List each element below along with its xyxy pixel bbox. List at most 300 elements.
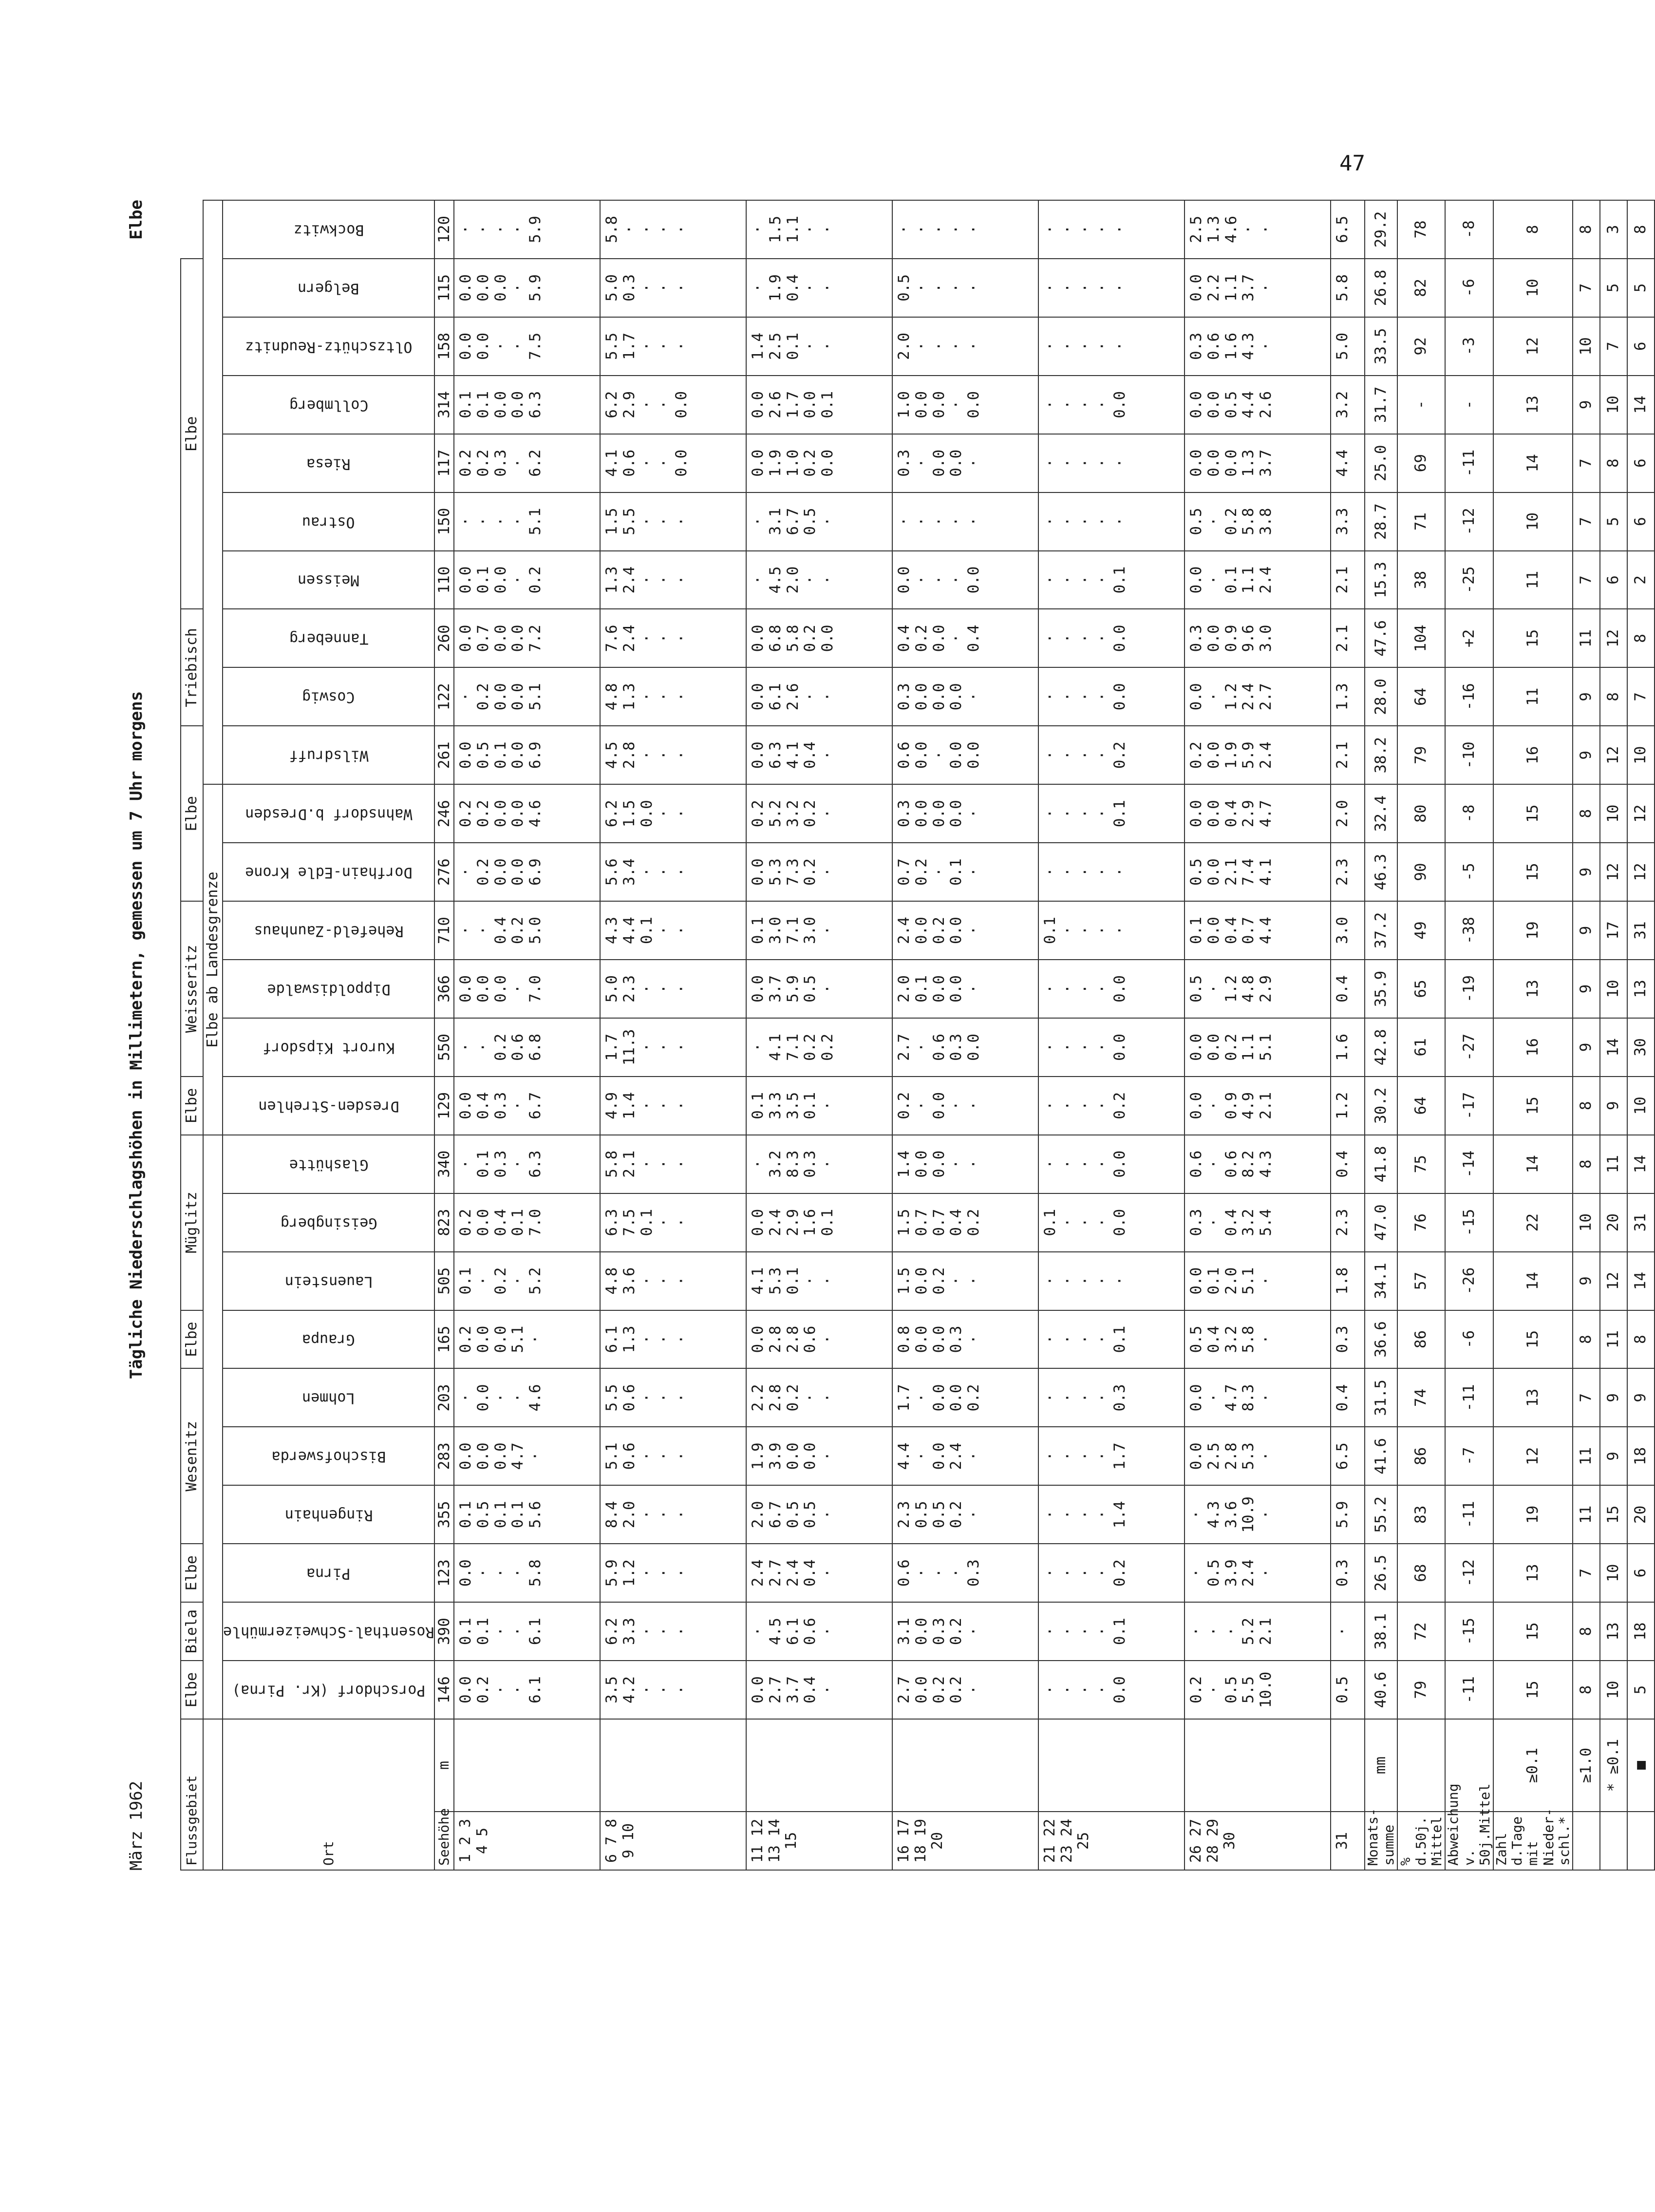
summary-value: 12 [1627,784,1655,843]
precip-values: 5.0 2.3 · · · [600,960,746,1018]
precip-values: 0.1 · 0.2 · 5.2 [454,1252,600,1310]
precip-values: 5.8 [1331,259,1365,317]
station-elevation: 260 [434,609,454,667]
station-name: Ostrau [223,492,434,551]
precip-values: · 0.5 3.9 2.4 · [1185,1544,1331,1602]
station-elevation: 283 [434,1427,454,1485]
precip-values: · 4.3 3.6 10.9 · [1185,1485,1331,1544]
summary-value: 49 [1397,901,1446,960]
precip-values: 4.4 [1331,434,1365,492]
row-label: Monats-summe [1365,1812,1397,1870]
rotated-table-sheet [117,200,1650,1871]
summary-value: 7 [1573,434,1600,492]
summary-value: 11 [1493,667,1573,726]
river-label: Elbe [127,200,146,240]
blank-cell [1038,1719,1185,1812]
precip-values: 0.0 · · · 5.8 [454,1544,600,1602]
precip-values: · · · 5.2 2.1 [1185,1602,1331,1661]
station-name: Collmberg [223,376,434,434]
summary-value: 32.4 [1365,784,1397,843]
summary-value: 65 [1397,960,1446,1018]
precip-values: 0.1 0.0 0.4 0.7 4.4 [1185,901,1331,960]
precip-values: · 3.1 6.7 0.5 · [746,492,892,551]
precip-values: · · · · · [1038,317,1185,376]
summary-value: 14 [1493,434,1573,492]
summary-value: 19 [1493,901,1573,960]
ort-row [223,200,434,1870]
row-label [1627,1812,1655,1870]
summary-value: 30 [1627,1018,1655,1077]
precip-values: 0.2 0.0 0.4 0.1 7.0 [454,1193,600,1252]
precip-values: · · · · · [892,492,1038,551]
row-sublabel: * ≥0.1 [1600,1719,1627,1812]
precip-values: 2.2 2.8 0.2 · · [746,1368,892,1427]
summary-value: 14 [1493,1252,1573,1310]
station-elevation: 120 [434,200,454,259]
precip-values: 0.2 · 0.0 · · [892,1077,1038,1135]
precip-values: 3.0 [1331,901,1365,960]
precip-values: 3.1 0.0 0.3 0.2 · [892,1602,1038,1661]
summary-value: 14 [1627,1252,1655,1310]
precip-values: · 4.1 7.1 0.2 0.2 [746,1018,892,1077]
summary-value: 11 [1573,1427,1600,1485]
station-name: Ringenhain [223,1485,434,1544]
summary-value: 10 [1600,376,1627,434]
precip-values: · · · · 1.7 [1038,1427,1185,1485]
station-name: Belgern [223,259,434,317]
precip-values: 3.5 4.2 · · · [600,1661,746,1719]
summary-value: 29.2 [1365,200,1397,259]
day-numbers: 31 [1331,1812,1365,1870]
precip-values: 0.2 0.2 0.0 0.0 4.6 [454,784,600,843]
precip-values: · · · · 5.9 [454,200,600,259]
station-elevation: 261 [434,726,454,784]
summary-value: -5 [1445,843,1493,901]
precip-values: 0.0 · 4.7 8.3 · [1185,1368,1331,1427]
station-elevation: 276 [434,843,454,901]
group-cell: Biela [181,1602,203,1661]
day-numbers: 6 7 8 9 10 [600,1812,746,1870]
summary-value: 8 [1573,784,1600,843]
precip-values: 0.1 3.3 3.5 0.1 · [746,1077,892,1135]
precip-values: 3.2 [1331,376,1365,434]
summary-value: 8 [1573,1135,1600,1193]
zahl-ge01 [1493,200,1573,1870]
precip-values: 2.0 6.7 0.5 0.5 · [746,1485,892,1544]
precip-values: 0.0 5.3 7.3 0.2 · [746,843,892,901]
summary-value: 12 [1600,843,1627,901]
station-elevation: 203 [434,1368,454,1427]
precip-values: 4.3 4.4 0.1 · · [600,901,746,960]
precip-values: · · · · 0.2 [1038,726,1185,784]
summary-value: 18 [1627,1427,1655,1485]
summary-value: 8 [1573,1661,1600,1719]
summary-value: 36.6 [1365,1310,1397,1369]
row-label [1600,1812,1627,1870]
summary-value: 79 [1397,1661,1446,1719]
station-elevation: 246 [434,784,454,843]
row-sublabel: ≥0.1 [1493,1719,1573,1812]
precip-values: 4.8 1.3 · · · [600,667,746,726]
summary-value: 26.5 [1365,1544,1397,1602]
station-name: Dresden-Strehlen [223,1077,434,1135]
summary-value: -8 [1445,784,1493,843]
precip-values: · 0.1 0.3 · 6.3 [454,1135,600,1193]
station-name: Tanneberg [223,609,434,667]
group-cell: Triebisch [181,609,203,726]
precip-values: 0.6 · 0.6 8.2 4.3 [1185,1135,1331,1193]
station-name: Lohmen [223,1368,434,1427]
precip-values: · · · · 0.3 [1038,1368,1185,1427]
summary-value: 16 [1493,1018,1573,1077]
summary-value: 92 [1397,317,1446,376]
station-elevation: 117 [434,434,454,492]
summary-value: 78 [1397,200,1446,259]
summary-value: 31 [1627,1193,1655,1252]
blank-cell [454,1719,600,1812]
precip-values: 0.0 · 0.1 1.1 2.4 [1185,551,1331,609]
precip-values: 4.8 3.6 · · · [600,1252,746,1310]
summary-value: 20 [1627,1485,1655,1544]
blank-cell [203,200,223,784]
station-name: Wilsdruff [223,726,434,784]
precip-values: 1.3 [1331,667,1365,726]
summary-value: 22 [1493,1193,1573,1252]
station-name: Wahnsdorf b.Dresden [223,784,434,843]
precip-values: 0.2 · 0.5 5.5 10.0 [1185,1661,1331,1719]
station-name: Bischofswerda [223,1427,434,1485]
precip-values: 6.2 1.5 0.0 · · [600,784,746,843]
precip-values: 0.6 · · · 0.3 [892,1544,1038,1602]
group-cell: Elbe [181,1544,203,1602]
summary-value: 15 [1493,1077,1573,1135]
summary-value: 6 [1627,317,1655,376]
summary-value: -11 [1445,1661,1493,1719]
row-label: Abweichung v. 50j.Mittel [1445,1812,1493,1870]
station-elevation: 340 [434,1135,454,1193]
precip-values: 0.3 0.0 0.9 9.6 3.0 [1185,609,1331,667]
summary-value: 38.1 [1365,1602,1397,1661]
summary-value: 14 [1493,1135,1573,1193]
summary-value: -3 [1445,317,1493,376]
summary-value: 18 [1627,1602,1655,1661]
summary-value: 11 [1600,1310,1627,1369]
station-name: Pirna [223,1544,434,1602]
day-numbers: 21 22 23 24 25 [1038,1812,1185,1870]
summary-value: 15 [1493,784,1573,843]
precip-values: 1.5 5.5 · · · [600,492,746,551]
summary-value: 37.2 [1365,901,1397,960]
summary-value: 5 [1627,1661,1655,1719]
summary-value: 14 [1600,1018,1627,1077]
summary-value: 11 [1573,609,1600,667]
precip-values: 0.3 · 0.4 3.2 5.4 [1185,1193,1331,1252]
summary-value: 72 [1397,1602,1446,1661]
summary-value: 6 [1627,492,1655,551]
precip-values: · 3.2 8.3 0.3 · [746,1135,892,1193]
precip-values: 2.7 0.0 0.2 0.2 · [892,1661,1038,1719]
summary-value: 15 [1493,1661,1573,1719]
zahl-ge10 [1573,200,1600,1870]
precip-values: 0.0 1.9 1.0 0.2 0.0 [746,434,892,492]
summary-value: 30.2 [1365,1077,1397,1135]
seehoehe-label: Seehöhe [434,1812,454,1870]
precipitation-table [180,200,1655,1871]
precip-values: · · · · 0.0 [1038,960,1185,1018]
summary-value: 7 [1573,492,1600,551]
precip-values: 0.0 0.4 0.3 · 6.7 [454,1077,600,1135]
precip-values: 1.9 3.9 0.0 0.0 · [746,1427,892,1485]
precip-values: 2.7 · 0.6 0.3 0.0 [892,1018,1038,1077]
precip-values: 0.2 0.2 0.3 · 6.2 [454,434,600,492]
summary-value: 10 [1627,726,1655,784]
precip-values: 0.1 0.1 0.0 0.0 6.3 [454,376,600,434]
precip-values: 6.2 2.9 · · 0.0 [600,376,746,434]
precip-values: · · · · · [1038,259,1185,317]
summary-value: 15.3 [1365,551,1397,609]
precip-values: 1.8 [1331,1252,1365,1310]
precip-values: 1.5 0.0 0.2 · · [892,1252,1038,1310]
summary-value: 3 [1600,200,1627,259]
summary-value: 5 [1627,259,1655,317]
flussgebiet-row [181,200,203,1870]
summary-value: 11 [1573,1485,1600,1544]
precip-values: 0.3 0.0 0.0 0.0 · [892,667,1038,726]
summary-value: -11 [1445,434,1493,492]
group-cell: Wesenitz [181,1368,203,1544]
precip-values: 5.6 3.4 · · · [600,843,746,901]
precip-values: 1.4 0.0 0.0 · · [892,1135,1038,1193]
day-block-row [1331,200,1365,1870]
precip-values: · · · · 0.0 [1038,376,1185,434]
precip-values: 1.7 11.3 · · · [600,1018,746,1077]
blank-cell [1331,1719,1365,1812]
summary-value: 13 [1493,960,1573,1018]
summary-value: 71 [1397,492,1446,551]
station-name: Lauenstein [223,1252,434,1310]
summary-value: 12 [1600,726,1627,784]
day-numbers: 11 12 13 14 15 [746,1812,892,1870]
day-block-row [1038,200,1185,1870]
summary-value: -12 [1445,492,1493,551]
summary-value: 79 [1397,726,1446,784]
precip-values: 0.0 0.0 · · 7.5 [454,317,600,376]
summary-value: 10 [1493,492,1573,551]
summary-value: 28.0 [1365,667,1397,726]
precip-values: · · · · 0.0 [1038,667,1185,726]
summary-value: 7 [1573,1544,1600,1602]
summary-value: 7 [1573,1368,1600,1427]
summary-value: 10 [1600,1544,1627,1602]
summary-value: 13 [1493,1544,1573,1602]
summary-value: 15 [1600,1485,1627,1544]
summary-value: -25 [1445,551,1493,609]
summary-value: 38 [1397,551,1446,609]
group-cell: Müglitz [181,1135,203,1310]
group-cell: Elbe [181,1310,203,1369]
summary-value: 10 [1600,960,1627,1018]
precip-values: · · · · · [1038,843,1185,901]
precip-values: 0.2 0.0 0.0 5.1 · [454,1310,600,1369]
row-label: % d.50j. Mittel [1397,1812,1446,1870]
station-elevation: 150 [434,492,454,551]
precip-values: 5.9 1.2 · · · [600,1544,746,1602]
precip-values: 0.0 0.1 2.0 5.1 · [1185,1252,1331,1310]
summary-value: 47.0 [1365,1193,1397,1252]
summary-value: 9 [1573,1252,1600,1310]
day-numbers: 16 17 18 19 20 [892,1812,1038,1870]
row-sublabel: ■ [1627,1719,1655,1812]
summary-value: 9 [1573,901,1600,960]
summary-value: 33.5 [1365,317,1397,376]
precip-values: 0.4 [1331,1135,1365,1193]
summary-value: 10 [1627,1077,1655,1135]
summary-value: 8 [1493,200,1573,259]
station-name: Graupa [223,1310,434,1369]
precip-values: 2.5 1.3 4.6 · · [1185,200,1331,259]
summary-value: 10 [1600,1661,1627,1719]
precip-values: 7.6 2.4 · · · [600,609,746,667]
station-name: Dorfhain-Edle Krone [223,843,434,901]
summary-value: 15 [1493,1602,1573,1661]
precip-values: 0.1 · · · · [1038,901,1185,960]
summary-value: 9 [1573,843,1600,901]
summary-value: 42.8 [1365,1018,1397,1077]
precip-values: 5.8 · · · · [600,200,746,259]
summary-value: -14 [1445,1135,1493,1193]
station-elevation: 314 [434,376,454,434]
precip-values: 0.5 · 1.2 4.8 2.9 [1185,960,1331,1018]
precip-values: 6.5 [1331,1427,1365,1485]
summary-value: 31.5 [1365,1368,1397,1427]
row-sublabel [1397,1719,1446,1812]
precip-values: 2.0 0.1 0.0 0.0 · [892,960,1038,1018]
precip-values: 0.0 0.0 0.2 1.1 5.1 [1185,1018,1331,1077]
summary-value: 8 [1600,434,1627,492]
summary-value: 15 [1493,609,1573,667]
summary-value: 9 [1600,1427,1627,1485]
summary-value: 8 [1573,1077,1600,1135]
summary-value: -11 [1445,1368,1493,1427]
summary-value: 57 [1397,1252,1446,1310]
precip-values: 2.4 2.7 2.4 0.4 · [746,1544,892,1602]
precip-values: 0.0 0.1 0.0 · 0.2 [454,551,600,609]
summary-value: 40.6 [1365,1661,1397,1719]
precip-values: 6.5 [1331,200,1365,259]
precip-values: 0.0 2.7 3.7 0.4 · [746,1661,892,1719]
precip-values: 0.0 2.8 2.8 0.6 · [746,1310,892,1369]
summary-value: -19 [1445,960,1493,1018]
precip-values: 0.0 2.6 1.7 0.0 0.1 [746,376,892,434]
precip-values: · 1.9 0.4 · · [746,259,892,317]
precip-values: 5.1 0.6 · · · [600,1427,746,1485]
precip-values: · · · · 0.0 [1038,1661,1185,1719]
precip-values: 3.3 [1331,492,1365,551]
summary-value: 83 [1397,1485,1446,1544]
table-header-line [117,200,185,1871]
blank-cell [746,1719,892,1812]
summary-value: -6 [1445,1310,1493,1369]
precip-values: 0.1 · · · 0.0 [1038,1193,1185,1252]
station-elevation: 710 [434,901,454,960]
precip-values: 0.2 5.2 3.2 0.2 · [746,784,892,843]
row-sublabel: mm [1365,1719,1397,1812]
precip-values: 5.5 1.7 · · · [600,317,746,376]
station-elevation: 123 [434,1544,454,1602]
precip-values: 2.0 [1331,784,1365,843]
prozent-row [1397,200,1446,1870]
precip-values: 0.5 · · · · [892,259,1038,317]
precip-values: 0.5 0.0 2.1 7.4 4.1 [1185,843,1331,901]
precip-values: 6.3 7.5 0.1 · · [600,1193,746,1252]
precip-values: 4.1 0.6 · · 0.0 [600,434,746,492]
summary-value: -27 [1445,1018,1493,1077]
summary-value: 12 [1627,843,1655,901]
precip-values: 1.5 0.7 0.7 0.4 0.2 [892,1193,1038,1252]
summary-value: 90 [1397,843,1446,901]
summary-value: -7 [1445,1427,1493,1485]
summary-value: -6 [1445,259,1493,317]
row-label [1573,1812,1600,1870]
precip-values: 0.2 0.0 1.9 5.9 2.4 [1185,726,1331,784]
summary-value: 26.8 [1365,259,1397,317]
summary-value: 8 [1573,200,1600,259]
precip-values: · 0.2 0.0 0.0 6.9 [454,843,600,901]
precip-values: 0.5 0.4 3.2 5.8 · [1185,1310,1331,1369]
precip-values: · · 0.4 0.2 5.0 [454,901,600,960]
precip-values: 5.0 [1331,317,1365,376]
summary-value: 10 [1600,784,1627,843]
summary-value: 76 [1397,1193,1446,1252]
precip-values: 0.5 [1331,1661,1365,1719]
precip-values: 5.0 0.3 · · · [600,259,746,317]
flussgebiet-label: Flussgebiet [181,1719,203,1870]
summary-value: 47.6 [1365,609,1397,667]
precip-values: · · · · · [1038,1252,1185,1310]
precip-values: 0.0 0.2 · · 6.1 [454,1661,600,1719]
precip-values: 2.1 [1331,609,1365,667]
month-label: März 1962 [127,1780,146,1871]
group-cell: Elbe [181,259,203,609]
summary-value: 9 [1573,960,1600,1018]
precip-values: 0.4 [1331,1368,1365,1427]
precip-values: 2.3 [1331,843,1365,901]
summary-value: 46.3 [1365,843,1397,901]
summary-value: 41.6 [1365,1427,1397,1485]
table-body [181,200,1655,1870]
day-block-row [454,200,600,1870]
group-cell: Weisseritz [181,901,203,1077]
summary-value: -38 [1445,901,1493,960]
station-elevation: 115 [434,259,454,317]
precip-values: 0.0 6.8 5.8 0.2 0.0 [746,609,892,667]
summary-value: 9 [1573,667,1600,726]
row-sublabel: ≥1.0 [1573,1719,1600,1812]
abweichung-row [1445,200,1493,1870]
precip-values: 0.5 · 0.2 5.8 3.8 [1185,492,1331,551]
summary-value: 12 [1493,1427,1573,1485]
precip-values: 0.0 0.7 0.0 0.0 7.2 [454,609,600,667]
summary-value: 8 [1627,1310,1655,1369]
precip-values: · · · · 0.2 [1038,1544,1185,1602]
blank-cell [892,1719,1038,1812]
station-elevation: 550 [434,1018,454,1077]
precip-values: · · · · 0.2 [1038,1077,1185,1135]
summary-value: -16 [1445,667,1493,726]
summary-value: 61 [1397,1018,1446,1077]
station-name: Geisingberg [223,1193,434,1252]
precip-values: 0.8 0.0 0.0 0.3 · [892,1310,1038,1369]
